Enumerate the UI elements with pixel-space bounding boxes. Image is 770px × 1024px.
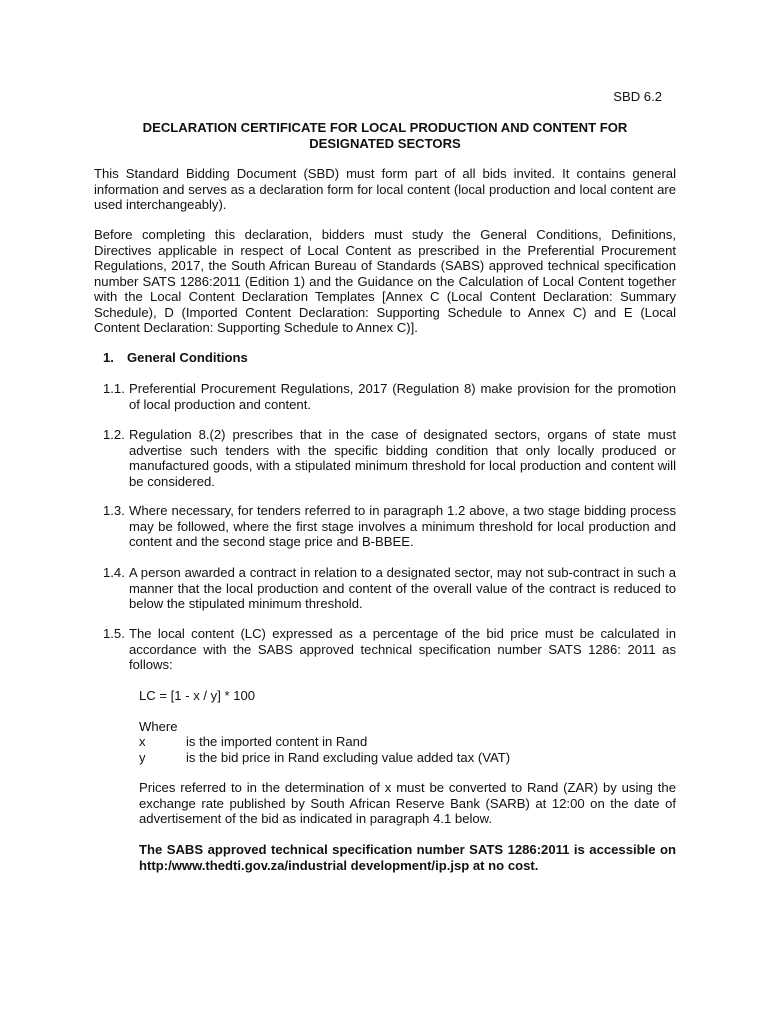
lc-formula: LC = [1 - x / y] * 100 xyxy=(139,688,256,703)
sabs-access-note: The SABS approved technical specification number SATS 1286:2011 is accessible on http:/www.thedti.gov.za/industrial development/ip.jsp at no cost. xyxy=(139,842,676,873)
variable-y xyxy=(139,750,510,766)
clause-1-4 xyxy=(103,565,676,612)
intro-paragraph-2: Before completing this declaration, bidders must study the General Conditions, Definitions, Directives applicable in respect of Local Content as prescribed in the Preferential Procurement Regulations, 2017, the South African Bureau of Standards (SABS) approved technical specification number SATS 1286:2011 (Edition 1) and the Guidance on the Calculation of Local Content together with the Local Content Declaration Templates [Annex C (Local Content Declaration: Summary Schedule), D (Imported Content Declaration: Supporting Schedule to Annex C) and E (Local Content Declaration: Supporting Schedule to Annex C)]. xyxy=(94,227,676,335)
clause-text: Regulation 8.(2) prescribes that in the case of designated sectors, organs of state must advertise such tenders with the specific bidding condition that only locally produced or manufactured goods, with a stipulated minimum threshold for local production and content will be considered. xyxy=(129,427,676,489)
document-title xyxy=(94,120,676,151)
clause-1-2 xyxy=(103,427,676,489)
clause-number: 1.2. xyxy=(103,427,125,442)
section-title: General Conditions xyxy=(127,350,248,365)
variable-symbol: y xyxy=(139,750,146,765)
title-line-1: DECLARATION CERTIFICATE FOR LOCAL PRODUCTION AND CONTENT FOR xyxy=(142,120,628,135)
where-label: Where xyxy=(139,719,178,734)
clause-text: The local content (LC) expressed as a percentage of the bid price must be calculated in accordance with the SABS approved technical specification number SATS 1286: 2011 as follows: xyxy=(129,626,676,672)
clause-text: Where necessary, for tenders referred to in paragraph 1.2 above, a two stage bidding process may be followed, where the first stage involves a minimum threshold for local production and content and the second stage price and B-BBEE. xyxy=(129,503,676,549)
clause-number: 1.3. xyxy=(103,503,125,518)
variable-description: is the imported content in Rand xyxy=(186,734,368,749)
section-number: 1. xyxy=(103,350,114,365)
title-line-2: DESIGNATED SECTORS xyxy=(309,135,461,151)
clause-1-1 xyxy=(103,381,676,412)
document-reference: SBD 6.2 xyxy=(613,89,662,104)
clause-number: 1.1. xyxy=(103,381,125,396)
clause-number: 1.5. xyxy=(103,626,125,641)
clause-1-5 xyxy=(103,626,676,673)
section-heading xyxy=(103,350,248,366)
intro-paragraph-1: This Standard Bidding Document (SBD) must form part of all bids invited. It contains general information and serves as a declaration form for local content (local production and local content are used interchangeably). xyxy=(94,166,676,212)
variable-symbol: x xyxy=(139,734,146,749)
clause-text: A person awarded a contract in relation to a designated sector, may not sub-contract in such a manner that the local production and content of the overall value of the contract is reduced to below the stipulated minimum threshold. xyxy=(129,565,676,611)
variable-description: is the bid price in Rand excluding value added tax (VAT) xyxy=(186,750,511,765)
clause-text: Preferential Procurement Regulations, 2017 (Regulation 8) make provision for the promotion of local production and content. xyxy=(129,381,676,412)
variable-x xyxy=(139,734,367,750)
clause-1-3 xyxy=(103,503,676,550)
clause-number: 1.4. xyxy=(103,565,125,580)
exchange-rate-note: Prices referred to in the determination of x must be converted to Rand (ZAR) by using the exchange rate published by South African Reserve Bank (SARB) at 12:00 on the date of advertisement of the bid as indicated in paragraph 4.1 below. xyxy=(139,780,676,826)
